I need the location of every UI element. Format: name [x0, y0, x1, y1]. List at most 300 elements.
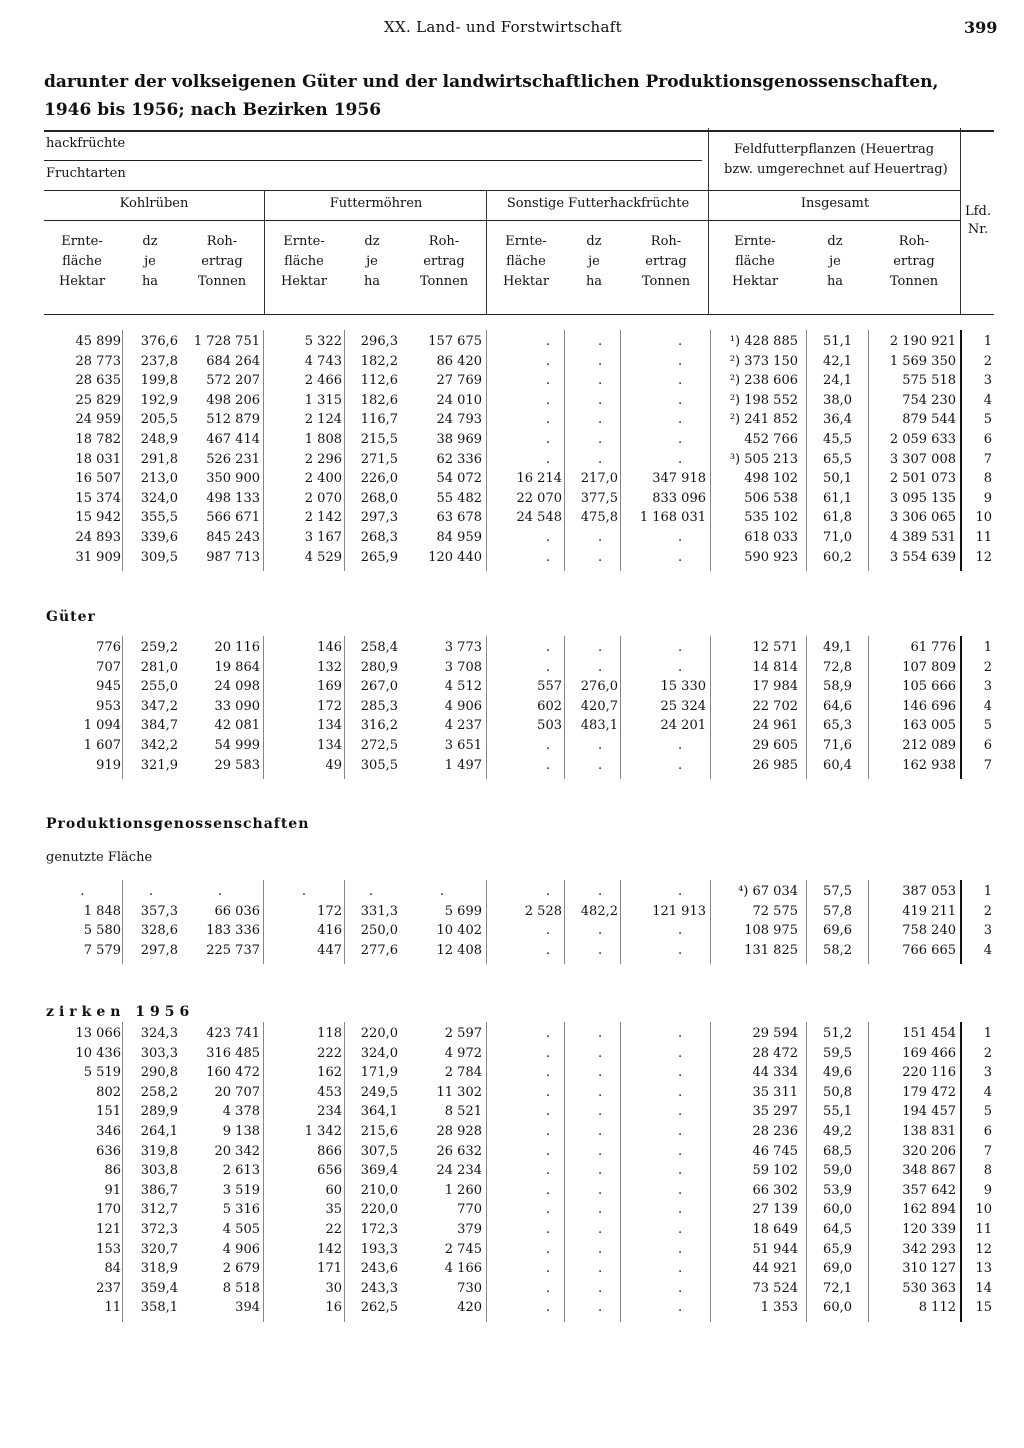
- table-cell: 28 773: [75, 353, 121, 369]
- subcolumn-header: [344, 232, 400, 292]
- table-cell: .: [546, 373, 551, 389]
- table-cell: 305,5: [360, 757, 398, 773]
- group-kohlrueben: Kohlrüben: [119, 196, 189, 211]
- table-cell: 22 070: [516, 490, 562, 506]
- table-cell: 342,2: [140, 738, 178, 753]
- table-cell: .: [546, 432, 551, 447]
- table-cell: 3 167: [304, 530, 342, 545]
- table-cell: 4 529: [304, 549, 342, 565]
- table-cell: 18 649: [752, 1222, 798, 1237]
- table-cell: .: [598, 530, 603, 545]
- group-sonstige: Sonstige Futterhackfrüchte: [506, 196, 690, 211]
- header-lfd-line1: Lfd.: [965, 204, 991, 219]
- table-cell: 86 420: [436, 353, 482, 369]
- table-cell: 17 984: [752, 679, 798, 695]
- table-cell: 169 466: [902, 1045, 956, 1061]
- table-cell: 220,0: [360, 1202, 398, 1218]
- table-cell: 866: [317, 1143, 342, 1159]
- table-cell: 108 975: [744, 923, 798, 939]
- subcolumn-header: [624, 232, 708, 292]
- table-cell: 182,6: [360, 392, 398, 408]
- table-cell: .: [598, 392, 603, 408]
- table-cell: 557: [537, 679, 562, 695]
- table-cell: 179 472: [902, 1084, 956, 1100]
- table-cell: 331,3: [360, 903, 398, 919]
- table-cell: 4: [983, 1084, 992, 1100]
- table-cell: 38,0: [823, 392, 852, 408]
- table-cell: 162 938: [902, 757, 956, 773]
- table-row: [0, 354, 1024, 374]
- table-cell: 12 408: [436, 942, 482, 958]
- subcolumn-header-line: je: [366, 254, 378, 269]
- table-cell: 1: [983, 640, 992, 655]
- table-cell: 1 260: [444, 1182, 482, 1198]
- table-cell: 4 378: [222, 1104, 260, 1120]
- table-cell: 2 613: [222, 1163, 260, 1179]
- table-row: [0, 1202, 1024, 1222]
- subcolumn-header-line: ha: [826, 274, 844, 289]
- table-cell: 192,9: [140, 392, 178, 408]
- table-cell: 217,0: [580, 471, 618, 487]
- subcolumn-header: [488, 232, 564, 292]
- table-row: [0, 1281, 1024, 1301]
- table-cell: .: [678, 373, 683, 389]
- table-cell: 18 782: [75, 432, 121, 447]
- table-cell: 16 507: [75, 471, 121, 487]
- table-cell: 15 330: [660, 679, 706, 695]
- table-cell: 60: [325, 1182, 342, 1198]
- table-cell: 262,5: [360, 1300, 398, 1316]
- subcolumn-header-line: ertrag: [201, 254, 243, 269]
- table-cell: 5: [983, 718, 992, 734]
- table-cell: 24 793: [436, 412, 482, 428]
- table-row: [0, 412, 1024, 432]
- table-cell: .: [546, 353, 551, 369]
- table-cell: 566 671: [206, 510, 260, 526]
- table-cell: 18 031: [75, 451, 121, 467]
- table-row: [0, 660, 1024, 680]
- table-cell: .: [678, 1045, 683, 1061]
- table-cell: 758 240: [902, 923, 956, 939]
- table-cell: 350 900: [206, 471, 260, 487]
- table-cell: 72,8: [823, 659, 852, 675]
- table-cell: 258,4: [360, 640, 398, 655]
- table-cell: 530 363: [902, 1280, 956, 1296]
- table-cell: 324,3: [140, 1026, 178, 1041]
- table-cell: 26 985: [752, 757, 798, 773]
- table-cell: .: [598, 942, 603, 958]
- table-cell: .: [546, 1143, 551, 1159]
- table-cell: 277,6: [360, 942, 398, 958]
- table-cell: 24 959: [75, 412, 121, 428]
- table-cell: 289,9: [140, 1104, 178, 1120]
- subcolumn-header-line: ertrag: [423, 254, 465, 269]
- table-cell: 498 133: [206, 490, 260, 506]
- table-cell: 498 102: [744, 471, 798, 487]
- table-cell: 28 928: [436, 1124, 482, 1139]
- table-cell: 24 098: [214, 679, 260, 695]
- table-cell: 324,0: [360, 1045, 398, 1061]
- subcolumn-header: [868, 232, 960, 292]
- table-cell: .: [546, 1202, 551, 1218]
- table-cell: 8: [983, 1163, 992, 1179]
- table-row: [0, 904, 1024, 924]
- table-cell: 49,2: [823, 1124, 852, 1139]
- table-cell: 237,8: [140, 353, 178, 369]
- table-cell: 14 814: [752, 659, 798, 675]
- table-cell: 151: [96, 1104, 121, 1120]
- table-cell: 3 651: [444, 738, 482, 753]
- table-cell: 58,2: [823, 942, 852, 958]
- table-cell: .: [678, 432, 683, 447]
- subcolumn-header: [266, 232, 342, 292]
- table-cell: 25 324: [660, 698, 706, 714]
- table-cell: 1 497: [444, 757, 482, 773]
- table-cell: .: [546, 1104, 551, 1120]
- table-cell: 163 005: [902, 718, 956, 734]
- table-cell: 72,1: [823, 1280, 852, 1296]
- table-cell: 572 207: [206, 373, 260, 389]
- table-cell: 10 436: [75, 1045, 121, 1061]
- table-cell: 2: [983, 659, 992, 675]
- table-cell: 172: [317, 698, 342, 714]
- table-cell: .: [598, 1280, 603, 1296]
- table-cell: 35 297: [752, 1104, 798, 1120]
- table-cell: 387 053: [902, 884, 956, 899]
- table-cell: ⁴) 67 034: [738, 884, 798, 899]
- table-cell: 320,7: [140, 1241, 178, 1257]
- table-cell: .: [678, 923, 683, 939]
- table-cell: 182,2: [360, 353, 398, 369]
- table-cell: 656: [317, 1163, 342, 1179]
- table-cell: 4 972: [444, 1045, 482, 1061]
- table-cell: .: [546, 1182, 551, 1198]
- table-cell: 291,8: [140, 451, 178, 467]
- table-row: [0, 452, 1024, 472]
- table-cell: 62 336: [436, 451, 482, 467]
- table-cell: 258,2: [140, 1084, 178, 1100]
- header-feldfutter-line2: bzw. umgerechnet auf Heuertrag): [724, 162, 948, 177]
- table-cell: 86: [104, 1163, 121, 1179]
- table-cell: .: [546, 1241, 551, 1257]
- table-cell: 36,4: [823, 412, 852, 428]
- table-cell: .: [678, 1241, 683, 1257]
- table-cell: 4: [983, 392, 992, 408]
- table-cell: 45 899: [75, 334, 121, 349]
- subcolumn-header-line: Ernte-: [505, 234, 547, 249]
- table-row: [0, 1124, 1024, 1144]
- running-head-title: XX. Land- und Forstwirtschaft: [384, 18, 622, 36]
- table-cell: 162: [317, 1065, 342, 1081]
- table-cell: .: [598, 1300, 603, 1316]
- table-cell: 4: [983, 698, 992, 714]
- table-cell: 945: [96, 679, 121, 695]
- table-cell: .: [598, 353, 603, 369]
- table-cell: 51,1: [823, 334, 852, 349]
- subcolumn-header-line: Tonnen: [197, 274, 247, 289]
- section-subheading: genutzte Fläche: [46, 850, 153, 865]
- table-cell: ²) 198 552: [729, 392, 798, 408]
- subcolumn-header-line: Roh-: [428, 234, 460, 249]
- table-cell: 84: [104, 1261, 121, 1277]
- table-cell: 19 864: [214, 659, 260, 675]
- table-cell: 4 743: [304, 353, 342, 369]
- table-cell: 193,3: [360, 1241, 398, 1257]
- table-cell: 157 675: [428, 334, 482, 349]
- subcolumn-header-line: Hektar: [280, 274, 328, 289]
- table-cell: 4 906: [444, 698, 482, 714]
- table-row: [0, 1085, 1024, 1105]
- table-cell: 54 072: [436, 471, 482, 487]
- table-cell: .: [678, 1280, 683, 1296]
- table-cell: 134: [317, 738, 342, 753]
- table-cell: 2 784: [444, 1065, 482, 1081]
- table-cell: 452 766: [744, 432, 798, 447]
- table-cell: 15 374: [75, 490, 121, 506]
- table-cell: 15 942: [75, 510, 121, 526]
- table-cell: 58,9: [823, 679, 852, 695]
- table-cell: 328,6: [140, 923, 178, 939]
- subcolumn-header: [804, 232, 866, 292]
- table-cell: 12 571: [752, 640, 798, 655]
- table-cell: 7: [983, 1143, 992, 1159]
- table-row: [0, 1242, 1024, 1262]
- table-cell: 10: [975, 510, 992, 526]
- table-cell: 8 521: [444, 1104, 482, 1120]
- table-cell: 264,1: [140, 1124, 178, 1139]
- table-cell: 132: [317, 659, 342, 675]
- table-cell: 3: [983, 373, 992, 389]
- table-cell: 285,3: [360, 698, 398, 714]
- table-row: [0, 1163, 1024, 1183]
- table-cell: 730: [457, 1280, 482, 1296]
- table-cell: .: [678, 412, 683, 428]
- table-cell: 4 512: [444, 679, 482, 695]
- table-cell: 348 867: [902, 1163, 956, 1179]
- table-cell: 3 307 008: [889, 451, 956, 467]
- table-cell: .: [598, 1241, 603, 1257]
- table-cell: .: [598, 1065, 603, 1081]
- table-cell: .: [546, 412, 551, 428]
- table-cell: 359,4: [140, 1280, 178, 1296]
- table-cell: .: [678, 392, 683, 408]
- table-cell: 10: [975, 1202, 992, 1218]
- table-cell: .: [598, 1045, 603, 1061]
- table-cell: 134: [317, 718, 342, 734]
- table-cell: 220 116: [902, 1065, 956, 1081]
- table-cell: 71,6: [823, 738, 852, 753]
- table-cell: 5 316: [222, 1202, 260, 1218]
- table-cell: 290,8: [140, 1065, 178, 1081]
- table-cell: 250,0: [360, 923, 398, 939]
- table-cell: .: [301, 884, 307, 899]
- table-cell: 2 679: [222, 1261, 260, 1277]
- table-cell: .: [546, 1124, 551, 1139]
- table-cell: 512 879: [206, 412, 260, 428]
- table-cell: .: [678, 1026, 683, 1041]
- subcolumn-header: [402, 232, 486, 292]
- table-cell: 303,3: [140, 1045, 178, 1061]
- table-row: [0, 530, 1024, 550]
- table-cell: 20 707: [214, 1084, 260, 1100]
- table-cell: 28 236: [752, 1124, 798, 1139]
- table-cell: .: [546, 1261, 551, 1277]
- table-cell: 271,5: [360, 451, 398, 467]
- table-cell: .: [678, 659, 683, 675]
- table-cell: 5: [983, 412, 992, 428]
- table-cell: 3 554 639: [889, 549, 956, 565]
- table-cell: 212 089: [902, 738, 956, 753]
- table-cell: 199,8: [140, 373, 178, 389]
- table-cell: 802: [96, 1084, 121, 1100]
- table-cell: ²) 373 150: [729, 353, 798, 369]
- table-cell: 205,5: [140, 412, 178, 428]
- subcolumn-header-line: Roh-: [206, 234, 238, 249]
- table-cell: 61,1: [823, 490, 852, 506]
- table-cell: 42,1: [823, 353, 852, 369]
- group-futtermoehren: Futtermöhren: [329, 196, 423, 211]
- table-cell: .: [546, 757, 551, 773]
- subcolumn-header-line: ha: [141, 274, 159, 289]
- table-cell: 5 580: [83, 923, 121, 939]
- table-cell: 24 010: [436, 392, 482, 408]
- running-head: [0, 18, 1024, 40]
- table-cell: 54 999: [214, 738, 260, 753]
- table-cell: 9: [983, 1182, 992, 1198]
- table-cell: 35: [325, 1202, 342, 1218]
- subcolumn-header-line: je: [144, 254, 156, 269]
- subcolumn-header: [566, 232, 622, 292]
- table-cell: 2 400: [304, 471, 342, 487]
- table-cell: 2 070: [304, 490, 342, 506]
- table-cell: 51,2: [823, 1026, 852, 1041]
- table-cell: 4 237: [444, 718, 482, 734]
- table-cell: 169: [317, 679, 342, 695]
- table-cell: 3: [983, 679, 992, 695]
- table-cell: 27 769: [436, 373, 482, 389]
- table-cell: .: [546, 1026, 551, 1041]
- table-cell: 2 059 633: [889, 432, 956, 447]
- table-cell: .: [217, 884, 223, 899]
- table-cell: 953: [96, 698, 121, 714]
- table-row: [0, 1261, 1024, 1281]
- table-cell: .: [546, 659, 551, 675]
- table-cell: 27 139: [752, 1202, 798, 1218]
- table-cell: .: [546, 1084, 551, 1100]
- table-cell: 8 112: [918, 1300, 956, 1316]
- table-cell: 73 524: [752, 1280, 798, 1296]
- table-cell: 53,9: [823, 1182, 852, 1198]
- header-feldfutter-line1: Feldfutterpflanzen (Heuertrag: [734, 142, 935, 157]
- table-cell: 151 454: [902, 1026, 956, 1041]
- table-cell: 4 166: [444, 1261, 482, 1277]
- table-cell: 590 923: [744, 549, 798, 565]
- table-cell: .: [598, 659, 603, 675]
- table-cell: .: [678, 530, 683, 545]
- table-cell: .: [678, 1124, 683, 1139]
- table-cell: 6: [983, 1124, 992, 1139]
- table-cell: 116,7: [360, 412, 398, 428]
- table-cell: ²) 241 852: [729, 412, 798, 428]
- table-cell: 447: [317, 942, 342, 958]
- table-cell: 7 579: [83, 942, 121, 958]
- table-cell: 5 699: [444, 903, 482, 919]
- table-cell: 210,0: [360, 1182, 398, 1198]
- table-cell: 11: [975, 1222, 992, 1237]
- table-cell: 225 737: [206, 942, 260, 958]
- table-cell: 5 322: [304, 334, 342, 349]
- table-row: [0, 1183, 1024, 1203]
- table-cell: 65,9: [823, 1241, 852, 1257]
- table-cell: 394: [235, 1300, 260, 1316]
- table-cell: 61,8: [823, 510, 852, 526]
- table-cell: 2: [983, 903, 992, 919]
- table-cell: 226,0: [360, 471, 398, 487]
- table-cell: 50,8: [823, 1084, 852, 1100]
- table-cell: 482,2: [580, 903, 618, 919]
- section-heading: Produktionsgenossenschaften: [46, 816, 310, 832]
- table-cell: 535 102: [744, 510, 798, 526]
- table-cell: 987 713: [206, 549, 260, 565]
- table-cell: 248,9: [140, 432, 178, 447]
- table-cell: 259,2: [140, 640, 178, 655]
- table-cell: 60,4: [823, 757, 852, 773]
- table-cell: .: [678, 1261, 683, 1277]
- table-cell: 29 583: [214, 757, 260, 773]
- table-cell: 24,1: [823, 373, 852, 389]
- table-row: [0, 884, 1024, 904]
- table-cell: 618 033: [744, 530, 798, 545]
- table-cell: 506 538: [744, 490, 798, 506]
- table-cell: 833 096: [652, 490, 706, 506]
- table-cell: .: [678, 549, 683, 565]
- table-cell: 845 243: [206, 530, 260, 545]
- table-cell: 65,5: [823, 451, 852, 467]
- table-cell: 8: [983, 471, 992, 487]
- table-cell: .: [678, 1163, 683, 1179]
- table-cell: 5 519: [83, 1065, 121, 1081]
- table-cell: 44 921: [752, 1261, 798, 1277]
- table-cell: 38 969: [436, 432, 482, 447]
- table-cell: .: [546, 1300, 551, 1316]
- table-cell: 160 472: [206, 1065, 260, 1081]
- subcolumn-header-line: Tonnen: [889, 274, 939, 289]
- table-cell: 754 230: [902, 392, 956, 408]
- table-cell: 13 066: [75, 1026, 121, 1041]
- subcolumn-header-line: ha: [363, 274, 381, 289]
- table-cell: 1 315: [304, 392, 342, 408]
- table-cell: 636: [96, 1143, 121, 1159]
- table-cell: 423 741: [206, 1026, 260, 1041]
- table-cell: 57,8: [823, 903, 852, 919]
- table-cell: .: [546, 1045, 551, 1061]
- table-cell: 243,3: [360, 1280, 398, 1296]
- table-cell: 66 036: [214, 903, 260, 919]
- table-cell: 68,5: [823, 1143, 852, 1159]
- header-hackfruechte: hackfrüchte: [46, 136, 126, 151]
- table-cell: .: [546, 334, 551, 349]
- subcolumn-header-line: Tonnen: [641, 274, 691, 289]
- table-row: [0, 640, 1024, 660]
- table-cell: 355,5: [140, 510, 178, 526]
- table-cell: .: [678, 942, 683, 958]
- subcolumn-header: [44, 232, 120, 292]
- table-cell: 498 206: [206, 392, 260, 408]
- table-cell: 237: [96, 1280, 121, 1296]
- table-cell: 172,3: [360, 1222, 398, 1237]
- table-cell: 467 414: [206, 432, 260, 447]
- table-cell: 5: [983, 1104, 992, 1120]
